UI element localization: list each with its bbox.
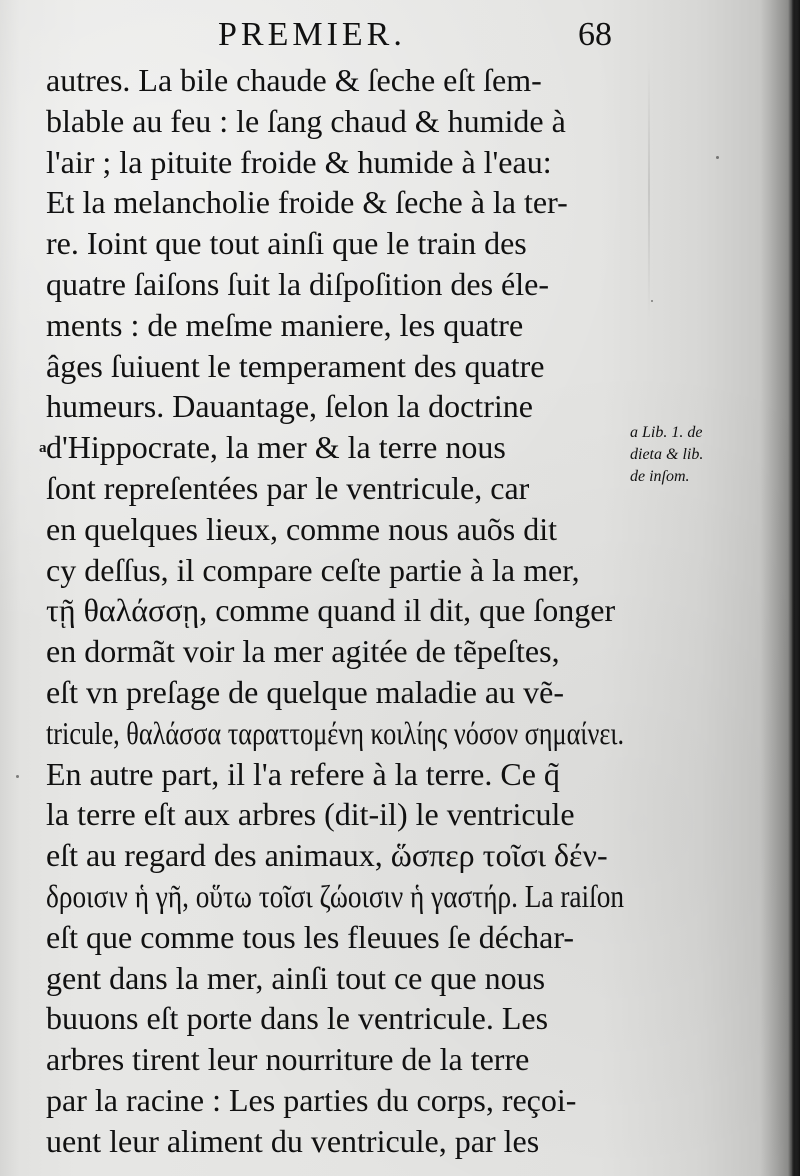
text-line-23: gent dans la mer, ainſi tout ce que nous	[46, 959, 546, 996]
text-line-12: en quelques lieux, comme nous auõs dit	[46, 510, 558, 547]
ink-speck	[16, 775, 19, 778]
text-line-17: tricule, θαλάσσα ταραττομένη κοιλίης νόσον σημαίνει.	[46, 714, 625, 751]
text-line-14: τῇ θαλάσσῃ, comme quand il dit, que ſonger	[46, 592, 616, 629]
text-line-19: la terre eſt aux arbres (dit-il) le ventricule	[46, 796, 575, 833]
page-header	[0, 14, 800, 60]
text-line-7: ments : de meſme maniere, les quatre	[46, 306, 524, 343]
text-line-21: δροισιν ἡ γῆ, οὕτω τοῖσι ζώοισιν ἡ γαστήρ. La raiſon	[46, 877, 625, 914]
text-line-27: uent leur aliment du ventricule, par les	[46, 1122, 540, 1159]
text-line-5: re. Ioint que tout ainſi que le train des	[46, 225, 527, 262]
text-line-8: âges ſuiuent le temperament des quatre	[46, 347, 545, 384]
text-line-18: En autre part, il l'a refere à la terre. Ce q̃	[46, 755, 560, 792]
text-line-9: humeurs. Dauantage, ſelon la doctrine	[46, 388, 533, 425]
text-line-22: eſt que comme tous les fleuues ſe déchar-	[46, 918, 575, 955]
margin-note-line-3: de inſom.	[630, 468, 690, 485]
running-title: PREMIER.	[218, 16, 406, 53]
text-line-4: Et la melancholie froide & ſeche à la ter-	[46, 184, 568, 221]
footnote-mark: a	[39, 440, 47, 457]
text-line-1: autres. La bile chaude & ſeche eſt ſem-	[46, 62, 542, 98]
margin-note-line-1: a Lib. 1. de	[630, 424, 703, 441]
text-line-26: par la racine : Les parties du corps, reçoi-	[46, 1081, 577, 1118]
text-line-6: quatre ſaiſons ſuit la diſpoſition des éle-	[46, 265, 549, 302]
page-number: 68	[578, 16, 612, 53]
bleed-through-rule	[648, 60, 650, 320]
body-text	[39, 60, 626, 1162]
text-line-20: eſt au regard des animaux, ὥσπερ τοῖσι δέν-	[46, 837, 608, 874]
text-line-10: a d'Hippocrate, la mer & la terre nous	[46, 427, 626, 468]
ink-speck	[651, 300, 653, 302]
text-line-25: arbres tirent leur nourriture de la terre	[46, 1041, 530, 1078]
margin-note	[630, 422, 770, 488]
text-line-13: cy deſſus, il compare ceſte partie à la mer,	[46, 551, 580, 588]
page-gutter-shadow	[792, 0, 800, 1176]
text-line-15: en dormãt voir la mer agitée de tẽpeſtes,	[46, 633, 560, 670]
text-line-11: ſont repreſentées par le ventricule, car	[46, 469, 530, 506]
ink-speck	[716, 156, 719, 159]
text-line-24: buuons eſt porte dans le ventricule. Les	[46, 1000, 549, 1037]
margin-note-line-2: dieta & lib.	[630, 446, 704, 463]
text-line-3: l'air ; la pituite froide & humide à l'eau:	[46, 143, 552, 180]
text-line-16: eſt vn preſage de quelque maladie au vẽ-	[46, 673, 564, 710]
text-line-2: blable au feu : le ſang chaud & humide à	[46, 102, 566, 139]
